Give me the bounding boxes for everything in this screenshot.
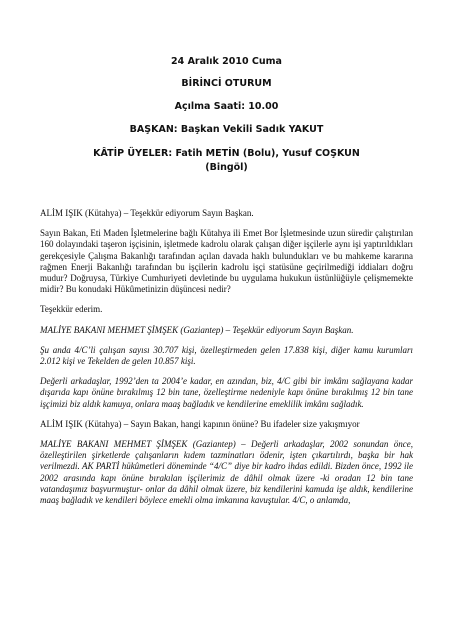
paragraph-2: Sayın Bakan, Eti Maden İşletmelerine bağlı Kütahya ili Emet Bor İşletmesinde uzun süredir çalıştırılan 160 dolayındaki taşeron işçisinin, işletmede kadrolu olarak çalışan diğer işçilerle aynı işi yaptırıldıkları gerekçesiyle Çalışma Bakanlığı tarafından açılan davada haklı bulundukları ve bu mahkeme kararına rağmen Enerji Bakanlığı tarafından bu işçilerin kadrolu işçi statüsüne geçirilmediği iddiaları doğru mudur? Doğruysa, Türkiye Cumhuriyeti devletinde bu uygulama hukukun üstünlüğüyle çelişmemekte midir? Bu konudaki Hükûmetinizin düşüncesi nedir?	[40, 228, 413, 295]
paragraph-8: MALİYE BAKANI MEHMET ŞİMŞEK (Gaziantep) – Değerli arkadaşlar, 2002 sonundan önce, özelleştirilen şirketlerde çalışanların kıdem tazminatları ödenir, işten çıkartılırdı, başka bir hak verilmezdi. AK PARTİ hükûmetleri döneminde “4/C” diye bir kadro ihdas edildi. Bizden önce, 1992 ile 2002 arasında kapı önüne bırakılan işçilerimiz de dâhil olmak üzere -ki oradan 12 bin tane vatandaşımız başvurmuştur- onlar da dâhil olmak üzere, biz kendilerini kamuda işe aldık, kendilerine maaş bağladık ve kendileri böylece emekli olma imkanına kavuştular. 4/C, o anlamda,	[40, 439, 413, 506]
paragraph-6: Değerli arkadaşlar, 1992’den ta 2004’e kadar, en azından, biz, 4/C gibi bir imkânı sağlayana kadar dışarıda kapı önüne bırakılmış 12 bin tane, özelleştirme nedeniyle kapı önüne bırakılmış 12 bin tane işçimizi biz aldık kamuya, onlara maaş bağladık ve kendilerine emeklilik imkânı sağladık.	[40, 376, 413, 409]
session-title: BİRİNCİ OTURUM	[181, 78, 272, 89]
opening-time: Açılma Saati: 10.00	[174, 101, 279, 112]
paragraph-5: Şu anda 4/C’li çalışan sayısı 30.707 kişi, özelleştirmeden gelen 17.838 kişi, diğer kamu kurumları 2.012 kişi ve Tekelden de gelen 10.857 kişi.	[40, 344, 413, 367]
paragraph-1: ALİM IŞIK (Kütahya) – Teşekkür ediyorum Sayın Başkan.	[40, 208, 254, 218]
date-line: 24 Aralık 2010 Cuma	[171, 56, 282, 67]
minutes-body	[40, 208, 413, 506]
paragraph-4: MALİYE BAKANI MEHMET ŞİMŞEK (Gaziantep) – Teşekkür ediyorum Sayın Başkan.	[40, 324, 354, 335]
paragraph-7: ALİM IŞIK (Kütahya) – Sayın Bakan, hangi kapının önüne? Bu ifadeler size yakışmıyor	[40, 418, 360, 429]
secretaries-line: KÂTİP ÜYELER: Fatih METİN (Bolu), Yusuf COŞKUN (Bingöl)	[93, 148, 360, 173]
chair-line: BAŞKAN: Başkan Vekili Sadık YAKUT	[129, 124, 324, 135]
paragraph-3: Teşekkür ederim.	[40, 304, 103, 315]
